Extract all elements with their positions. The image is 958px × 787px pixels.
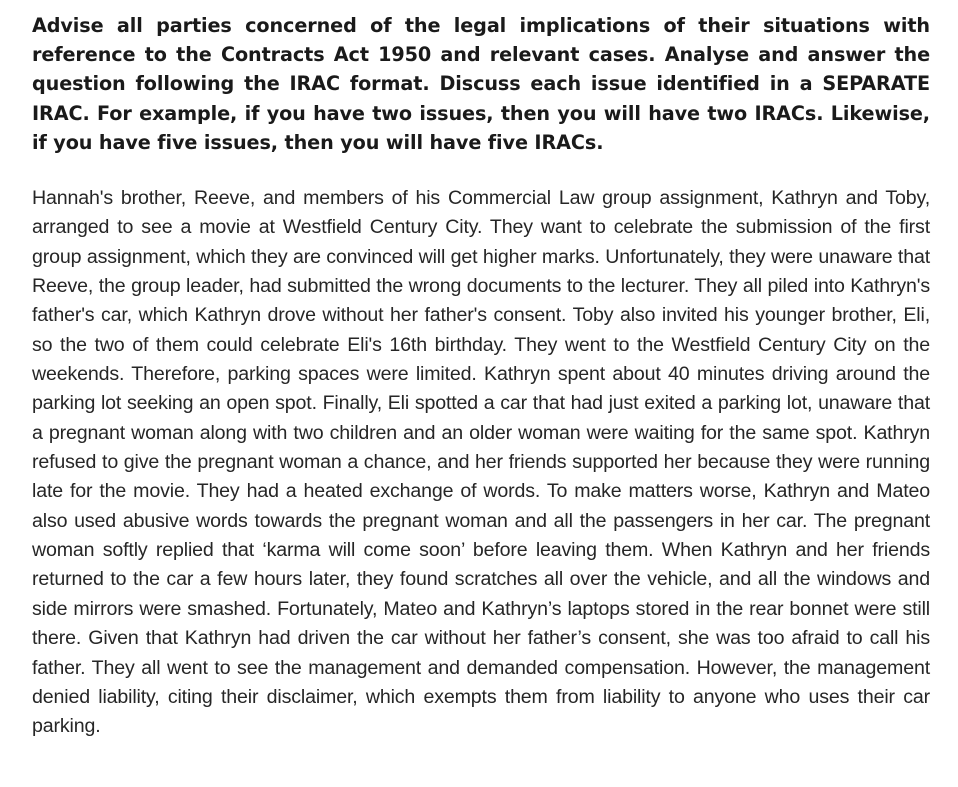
document-body [32,11,930,742]
question-instructions: Advise all parties concerned of the legal implications of their situations with reference to the Contracts Act 1950 and relevant cases. Analyse and answer the question following the IRAC format. Discuss each issue identified in a SEPARATE IRAC. For example, if you have two issues, then you will have two IRACs. Likewise, if you have five issues, then you will have five IRACs. [32,14,930,154]
case-scenario-paragraph: Hannah's brother, Reeve, and members of his Commercial Law group assignment, Kathryn and Toby, arranged to see a movie at Westfield Century City. They want to celebrate the submission of the first group assignment, which they are convinced will get higher marks. Unfortunately, they were unaware that Reeve, the group leader, had submitted the wrong documents to the lecturer. They all piled into Kathryn's father's car, which Kathryn drove without her father's consent. Toby also invited his younger brother, Eli, so the two of them could celebrate Eli's 16th birthday. They went to the Westfield Century City on the weekends. Therefore, parking spaces were limited. Kathryn spent about 40 minutes driving around the parking lot seeking an open spot. Finally, Eli spotted a car that had just exited a parking lot, unaware that a pregnant woman along with two children and an older woman were waiting for the same spot. Kathryn refused to give the pregnant woman a chance, and her friends supported her because they were running late for the movie. They had a heated exchange of words. To make matters worse, Kathryn and Mateo also used abusive words towards the pregnant woman and all the passengers in her car. The pregnant woman softly replied that ‘karma will come soon’ before leaving them. When Kathryn and her friends returned to the car a few hours later, they found scratches all over the vehicle, and all the windows and side mirrors were smashed. Fortunately, Mateo and Kathryn’s laptops stored in the rear bonnet were still there. Given that Kathryn had driven the car without her father’s consent, she was too afraid to call his father. They all went to see the management and demanded compensation. However, the management denied liability, citing their disclaimer, which exempts them from liability to anyone who uses their car parking. [32,187,930,738]
